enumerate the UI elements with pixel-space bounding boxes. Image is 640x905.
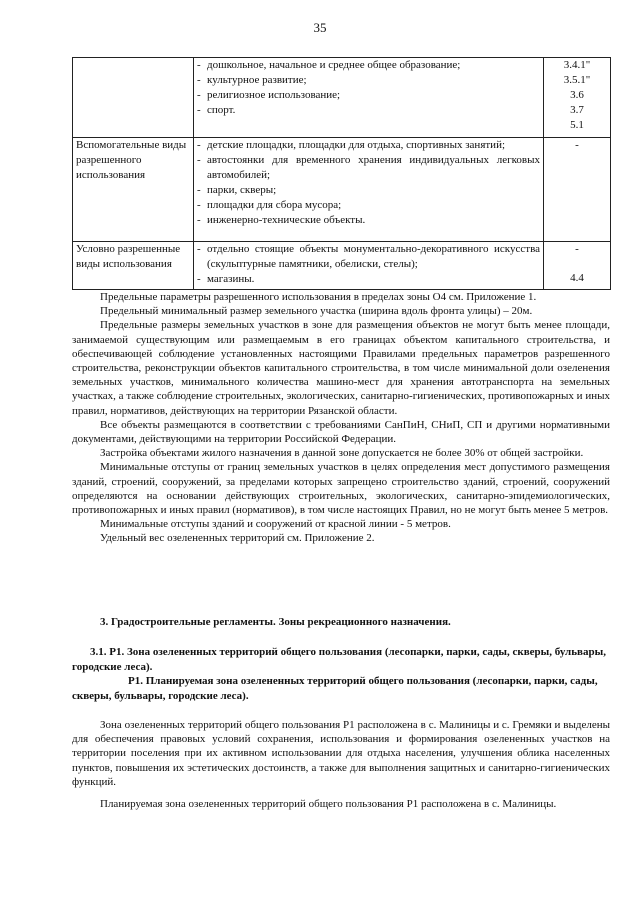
table-cell-items: [194, 242, 544, 290]
section-heading: 3. Градостроительные регламенты. Зоны рекреационного назначения.: [100, 616, 451, 628]
code: 5.1: [570, 119, 584, 131]
paragraph: Планируемая зона озелененных территорий общего пользования Р1 расположена в с. Малиницы.: [100, 798, 557, 811]
paragraph: Предельные параметры разрешенного использования в пределах зоны О4 см. Приложение 1.: [100, 291, 537, 303]
table-cell-label: [73, 58, 194, 138]
list-item: - автостоянки для временного хранения индивидуальных легковых автомобилей;: [197, 154, 540, 181]
table-row: [73, 242, 611, 290]
paragraph: Застройка объектами жилого назначения в данной зоне допускается не более 30% от общей застройки.: [100, 447, 584, 460]
table-cell-code: [544, 242, 611, 290]
list-item: - дошкольное, начальное и среднее общее образование;: [197, 59, 461, 71]
list-item: - инженерно-технические объекты.: [197, 214, 366, 226]
paragraph: Предельный минимальный размер земельного участка (ширина вдоль фронта улицы) – 20м.: [100, 305, 533, 318]
table-cell-items: [194, 58, 544, 138]
code: 4.4: [570, 272, 584, 284]
paragraph: Удельный вес озелененных территорий см. Приложение 2.: [100, 532, 375, 545]
list-item: - парки, скверы;: [197, 184, 277, 196]
table-cell-items: [194, 138, 544, 242]
list-item: - магазины.: [197, 273, 255, 285]
table-cell-codes: [544, 58, 611, 138]
table-cell-label: Условно разрешенные виды использования: [73, 242, 194, 290]
zoning-table: [72, 57, 611, 290]
list-item: - религиозное использование;: [197, 89, 341, 101]
page-number: 35: [313, 20, 327, 35]
code: 3.5.1": [563, 74, 591, 86]
list-item: - спорт.: [197, 104, 236, 116]
paragraph: Предельные размеры земельных участков в зоне для размещения объектов не могут быть менее площади, занимаемой существующим или размещаемым в его границах объектом капитального строительства, и обеспечивающей соблюдение установленных настоящими Правилами предельных параметров разрешенного строительства, реконструкции объектов капитального строительства, в том числе минимальной доли озеленения земельных участков, минимального количества машино-мест для хранения автотранспорта на земельных участках, а также соблюдение строительных, экологических, санитарно-гигиенических, противопожарных и иных правил, нормативов, действующих на территории Рязанской области.: [72, 319, 610, 417]
table-row: [73, 138, 611, 242]
section-text: [72, 718, 610, 811]
paragraph: Зона озелененных территорий общего пользования Р1 расположена в с. Малиницы и с. Гремяки и выделены для обеспечения правовых условий сохранения, использования и формирования озелененных участков на территории поселения при их активном использовании для отдыха населения, улучшения облика населенных пунктов, повышения их эстетических достоинств, а также для выполнения защитных и санитарно-гигиенических функций.: [72, 719, 610, 788]
list-item: - культурное развитие;: [197, 74, 307, 86]
code: 3.6: [570, 89, 584, 101]
subsection-heading: 3.1. Р1. Зона озелененных территорий общего пользования (лесопарки, парки, сады, скверы, бульвары, городские леса).: [72, 646, 606, 673]
list-item: - детские площадки, площадки для отдыха, спортивных занятий;: [197, 139, 506, 151]
subsection-heading-planned: Р1. Планируемая зона озелененных территорий общего пользования (лесопарки, парки, сады, скверы, бульвары, городские леса).: [72, 675, 598, 702]
paragraph: Минимальные отступы зданий и сооружений от красной линии - 5 метров.: [100, 518, 451, 531]
code: -: [575, 243, 579, 255]
table-row: [73, 58, 611, 138]
code: 3.4.1": [563, 59, 591, 71]
list-item: - отдельно стоящие объекты монументально-декоративного искусства (скульптурные памятники, обелиски, стелы);: [197, 243, 540, 270]
body-text: [72, 290, 610, 546]
list-item: - площадки для сбора мусора;: [197, 199, 342, 211]
paragraph: Все объекты размещаются в соответствии с требованиями СанПиН, СНиП, СП и другими нормативными документами, действующими на территории Российской Федерации.: [72, 418, 610, 446]
paragraph: Минимальные отступы от границ земельных участков в целях определения мест допустимого размещения зданий, строений, сооружений, за пределами которых запрещено строительство зданий, строений, сооружений определяются на основании действующих строительных, экологических, санитарно-эпидемиологических, противопожарных и иных правил (нормативов), в том числе настоящих Правил, но не могут быть менее 5 метров.: [72, 461, 610, 517]
code: 3.7: [570, 104, 584, 116]
table-cell-label: Вспомогательные виды разрешенного использования: [73, 138, 194, 242]
table-cell-code: -: [544, 138, 611, 242]
